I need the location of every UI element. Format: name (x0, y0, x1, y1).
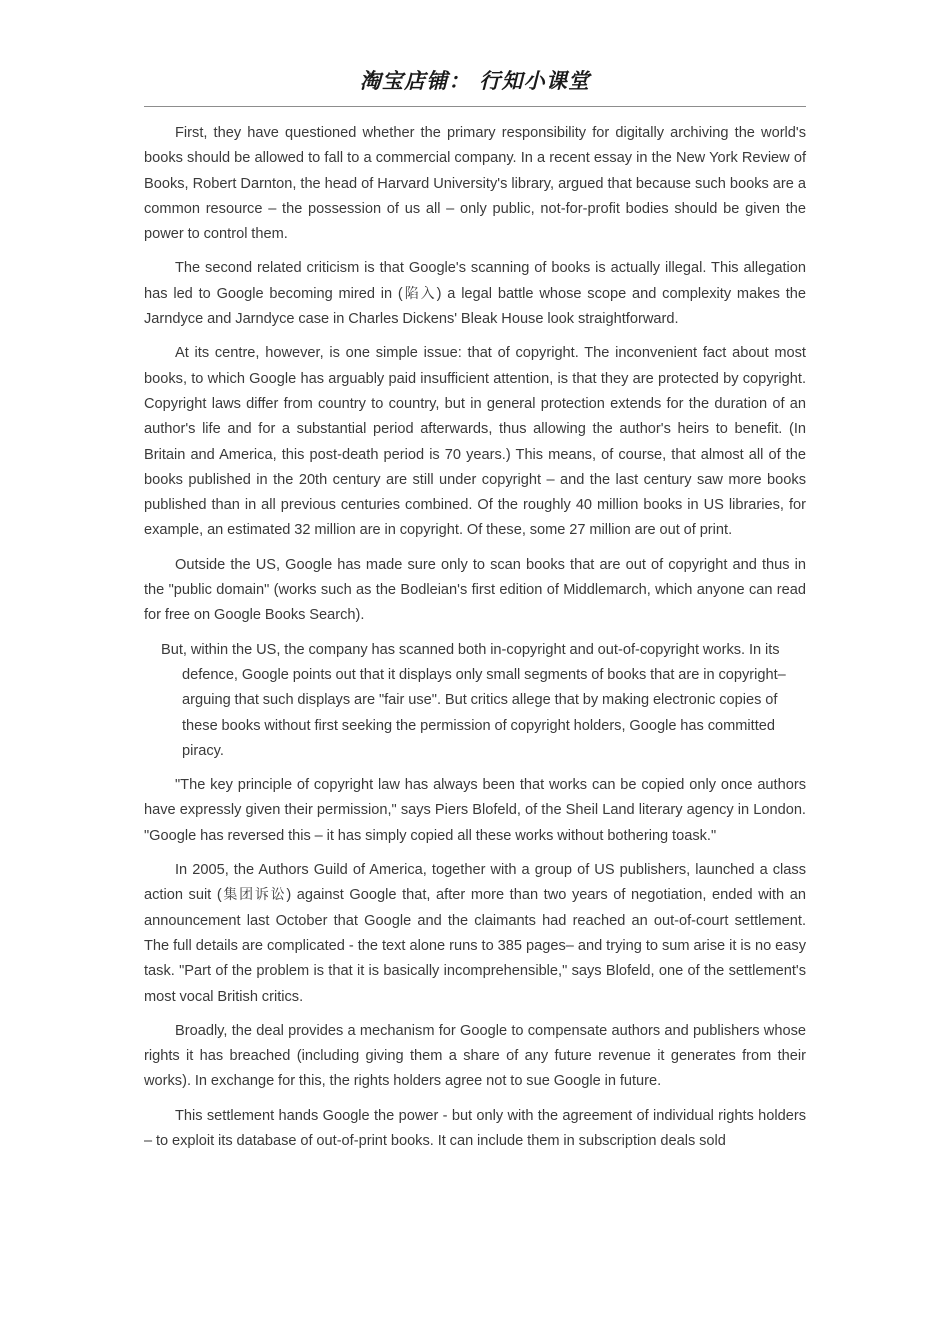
document-header (0, 0, 950, 107)
paragraph: "The key principle of copyright law has always been that works can be copied only once authors have expressly given their permission," says Piers Blofeld, of the Sheil Land literary agency in London. "Google has reversed this – it has simply copied all these works without bothering toask." (144, 777, 806, 844)
paragraph: Broadly, the deal provides a mechanism for Google to compensate authors and publishers whose rights it has breached (including giving them a share of any future revenue it generates from their works). In exchange for this, the rights holders agree not to sue Google in future. (144, 1022, 806, 1090)
paragraph: Outside the US, Google has made sure only to scan books that are out of copyright and thus in the "public domain" (works such as the Bodleian's first edition of Middlemarch, which anyone can read for free on Google Books Search). (144, 556, 806, 624)
document-body (144, 107, 806, 1154)
paragraph: But, within the US, the company has scanned both in-copyright and out-of-copyright works. In its defence, Google points out that it displays only small segments of books that are in copyright– arguing that such displays are "fair use". But critics allege that by making electronic copies of these books without first seeking the permission of copyright holders, Google has committed piracy. (161, 641, 786, 759)
paragraph: This settlement hands Google the power - but only with the agreement of individual rights holders – to exploit its database of out-of-print books. It can include them in subscription deals sold (144, 1107, 806, 1149)
chinese-gloss: 陷入 (402, 285, 437, 302)
paragraph: First, they have questioned whether the primary responsibility for digitally archiving the world's books should be allowed to fall to a commercial company. In a recent essay in the New York Review of Books, Robert Darnton, the head of Harvard University's library, argued that because such books are a common resource – the possession of us all – only public, not-for-profit bodies should be given the power to control them. (144, 125, 806, 243)
chinese-gloss: 集团诉讼 (221, 887, 287, 904)
page-title: 淘宝店铺： 行知小课堂 (359, 69, 591, 93)
paragraph: In 2005, the Authors Guild of America, together with a group of US publishers, launched a class action suit (集团诉讼) against Google that, after more than two years of negotiation, ended with an announcement last October that Google and the claimants had reached an out-of-court settlement. The full details are complicated - the text alone runs to 385 pages– and trying to sum arise it is no easy task. "Part of the problem is that it is basically incomprehensible," says Blofeld, one of the settlement's most vocal British critics. (144, 862, 806, 1005)
paragraph: The second related criticism is that Google's scanning of books is actually illegal. This allegation has led to Google becoming mired in (陷入) a legal battle whose scope and complexity makes the Jarndyce and Jarndyce case in Charles Dickens' Bleak House look straightforward. (144, 260, 806, 328)
paragraph: At its centre, however, is one simple issue: that of copyright. The inconvenient fact about most books, to which Google has arguably paid insufficient attention, is that they are protected by copyright. Copyright laws differ from country to country, but in general protection extends for the duration of an author's life and for a substantial period afterwards, thus allowing the author's heirs to benefit. (In Britain and America, this post-death period is 70 years.) This means, of course, that almost all of the books published in the 20th century are still under copyright – and the last century saw more books published than in all previous centuries combined. Of the roughly 40 million books in US libraries, for example, an estimated 32 million are in copyright. Of these, some 27 million are out of print. (144, 345, 806, 539)
